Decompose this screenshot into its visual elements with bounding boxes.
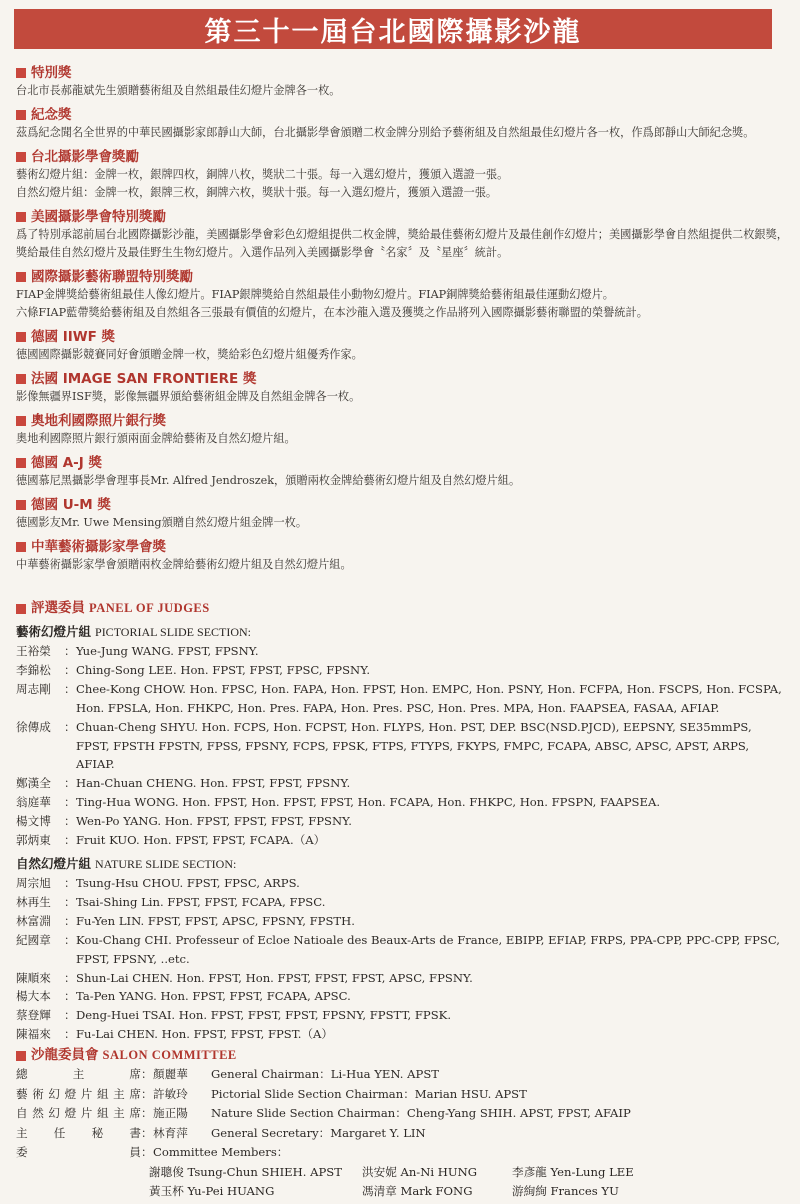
- award-heading-text: 台北攝影學會獎勵: [31, 149, 139, 165]
- judge-row: [16, 874, 788, 893]
- bullet-square-icon: [16, 152, 26, 162]
- role-char: 總: [16, 1067, 28, 1082]
- award-block: [16, 208, 788, 262]
- judges-heading: 評選委員 PANEL OF JUDGES: [16, 599, 788, 618]
- bullet-square-icon: [16, 1051, 26, 1061]
- bullet-square-icon: [16, 604, 26, 614]
- judge-credentials: Kou-Chang CHI. Professeur of Ecloe Natioale des Beaux-Arts de France, EBIPP, EFIAP, FRPS, PPA-CPP, PPC-CPP, FPSC, FPST, FPSNY, ..etc.: [76, 932, 780, 966]
- colon-separator: ：: [64, 970, 76, 985]
- committee-heading: 沙龍委員會 SALON COMMITTEE: [16, 1046, 788, 1065]
- role-char: 燈: [64, 1086, 77, 1101]
- colon-separator: ：: [141, 1125, 153, 1140]
- colon-separator: ：: [64, 662, 76, 677]
- colon-separator: ：: [64, 814, 76, 829]
- award-text: 奧地利國際照片銀行頒兩面金牌給藝術及自然幻燈片組。: [16, 432, 296, 445]
- bullet-square-icon: [16, 374, 26, 384]
- award-block: [16, 454, 788, 490]
- judge-credentials: Ting-Hua WONG. Hon. FPST, Hon. FPST, FPST, Hon. FCAPA, Hon. FHKPC, Hon. FPSPN, FAAPSEA.: [76, 795, 661, 810]
- judge-name-zh: 周宗旭: [16, 875, 51, 890]
- committee-member: 游絢絢 Frances YU: [512, 1183, 619, 1198]
- committee-title-en: Nature Slide Section Chairman：Cheng-Yang SHIH. APST, FPST, AFAIP: [211, 1106, 631, 1121]
- award-block: [16, 370, 788, 406]
- awards-section: [16, 64, 788, 580]
- colon-separator: ：: [64, 875, 76, 890]
- judge-credentials: Tsung-Hsu CHOU. FPST, FPSC, ARPS.: [76, 875, 300, 890]
- committee-member: 李彥龍 Yen-Lung LEE: [512, 1164, 634, 1179]
- committee-member: 黃玉杯 Yu-Pei HUANG: [149, 1183, 275, 1198]
- role-char: 員: [129, 1145, 141, 1160]
- committee-role: [16, 1104, 141, 1124]
- award-heading-text: 德國 U-M 獎: [31, 497, 111, 513]
- award-heading: [16, 208, 788, 226]
- judge-name-zh: 翁庭華: [16, 795, 51, 810]
- colon-separator: ：: [64, 989, 76, 1004]
- award-block: [16, 106, 788, 142]
- judge-name-zh: 徐傳成: [16, 719, 51, 734]
- judge-row: [16, 931, 788, 969]
- colon-separator: ：: [64, 719, 76, 734]
- judge-row: [16, 1006, 788, 1025]
- role-char: 主: [113, 1106, 125, 1121]
- award-text: FIAP金牌獎給藝術組最佳人像幻燈片。FIAP銀牌獎給自然組最佳小動物幻燈片。FIAP銅牌獎給藝術組最佳運動幻燈片。: [16, 288, 614, 301]
- role-char: 燈: [64, 1106, 77, 1121]
- judge-credentials: Chee-Kong CHOW. Hon. FPSC, Hon. FAPA, Hon. FPST, Hon. EMPC, Hon. PSNY, Hon. FCFPA, Hon. FSCPS, Hon. FCSPA, Hon. FPSLA, Hon. FHKPC, Hon. Pres. FAPA, Hon. Pres. PSC, Hon. Pres. MPA, Hon. FAAPSEA, FASAA, AFIAP.: [76, 681, 782, 715]
- award-block: [16, 412, 788, 448]
- bullet-square-icon: [16, 542, 26, 552]
- role-char: 藝: [16, 1086, 28, 1101]
- award-heading-text: 德國 A-J 獎: [31, 455, 102, 471]
- judge-name-zh: 王裕榮: [16, 644, 51, 658]
- role-char: 書: [129, 1125, 141, 1140]
- judge-row: [16, 969, 788, 988]
- award-heading-text: 中華藝術攝影家學會獎: [31, 539, 166, 555]
- colon-separator: ：: [64, 776, 76, 791]
- judge-name-zh: 陳順來: [16, 970, 51, 985]
- award-text: 茲爲紀念聞名全世界的中華民國攝影家郎靜山大師，台北攝影學會頒贈二枚金牌分別給予藝術組及自然組最佳幻燈片各一枚，作爲郎靜山大師紀念獎。: [16, 126, 755, 139]
- committee-name-zh: 許敏玲: [153, 1086, 188, 1101]
- award-block: [16, 496, 788, 532]
- role-char: 幻: [48, 1106, 60, 1121]
- judge-credentials: Shun-Lai CHEN. Hon. FPST, Hon. FPST, FPST, FPST, APSC, FPSNY.: [76, 970, 473, 985]
- committee-name-zh: 施正陽: [153, 1106, 188, 1121]
- award-heading: [16, 538, 788, 556]
- award-heading: [16, 148, 788, 166]
- award-heading: [16, 412, 788, 430]
- award-block: [16, 328, 788, 364]
- role-char: 秘: [91, 1125, 104, 1140]
- judge-credentials: Ching-Song LEE. Hon. FPST, FPST, FPSC, FPSNY.: [76, 662, 371, 677]
- committee-row: [16, 1065, 788, 1085]
- salon-title: 第三十一屆台北國際攝影沙龍: [204, 16, 582, 48]
- committee-title-en: General Chairman：Li-Hua YEN. APST: [211, 1067, 440, 1082]
- judge-credentials: Wen-Po YANG. Hon. FPST, FPST, FPST, FPSNY.: [76, 814, 352, 829]
- colon-separator: ：: [64, 833, 76, 848]
- committee-row: [16, 1104, 788, 1124]
- committee-role: [16, 1085, 141, 1105]
- role-char: 片: [80, 1086, 93, 1101]
- judge-credentials: Fu-Lai CHEN. Hon. FPST, FPST, FPST.（A）: [76, 1027, 334, 1042]
- judge-row: [16, 774, 788, 793]
- judge-credentials: Fruit KUO. Hon. FPST, FPST, FCAPA.（A）: [76, 833, 326, 848]
- committee-title-en: Pictorial Slide Section Chairman：Marian HSU. APST: [211, 1086, 527, 1101]
- award-heading-text: 法國 IMAGE SAN FRONTIERE 獎: [31, 371, 257, 387]
- award-text: 德國影友Mr. Uwe Mensing頒贈自然幻燈片組金牌一枚。: [16, 516, 308, 529]
- award-block: [16, 64, 788, 100]
- role-char: 主: [113, 1086, 125, 1101]
- role-char: 自: [16, 1106, 28, 1121]
- judge-credentials: Tsai-Shing Lin. FPST, FPST, FCAPA, FPSC.: [76, 894, 326, 909]
- role-char: 席: [129, 1086, 141, 1101]
- award-heading: [16, 64, 788, 82]
- role-char: 組: [96, 1106, 109, 1121]
- committee-name-zh: 顏麗華: [153, 1067, 188, 1082]
- colon-separator: ：: [64, 1027, 76, 1042]
- judge-credentials: Fu-Yen LIN. FPST, FPST, APSC, FPSNY, FPSTH.: [76, 913, 355, 928]
- award-heading: [16, 370, 788, 388]
- committee-role: [16, 1065, 141, 1085]
- bullet-square-icon: [16, 110, 26, 120]
- judge-name-zh: 楊大本: [16, 989, 51, 1004]
- role-char: 術: [32, 1086, 44, 1101]
- colon-separator: ：: [141, 1067, 153, 1082]
- colon-separator: ：: [64, 795, 76, 810]
- award-heading: [16, 106, 788, 124]
- award-text: 中華藝術攝影家學會頒贈兩枚金牌給藝術幻燈片組及自然幻燈片組。: [16, 558, 352, 571]
- judge-row: [16, 1025, 788, 1044]
- judge-row: [16, 793, 788, 812]
- role-char: 委: [16, 1145, 28, 1160]
- judge-name-zh: 李錦松: [16, 662, 51, 677]
- judge-credentials: Deng-Huei TSAI. Hon. FPST, FPST, FPST, FPSNY, FPSTT, FPSK.: [76, 1008, 452, 1023]
- bullet-square-icon: [16, 458, 26, 468]
- committee-row: [16, 1085, 788, 1105]
- award-heading-text: 紀念獎: [31, 107, 72, 123]
- bullet-square-icon: [16, 272, 26, 282]
- committee-title-en: Committee Members：: [153, 1145, 289, 1160]
- award-text: 藝術幻燈片組：金牌一枚，銀牌四枚，銅牌八枚，獎狀二十張。每一入選幻燈片，獲頒入選證一張。: [16, 168, 509, 181]
- nature-section-title: 自然幻燈片組 NATURE SLIDE SECTION:: [16, 855, 237, 871]
- award-heading-text: 奧地利國際照片銀行獎: [31, 413, 166, 429]
- judge-row: [16, 718, 788, 775]
- committee-member: 馮清章 Mark FONG: [362, 1183, 473, 1198]
- bullet-square-icon: [16, 212, 26, 222]
- judge-name-zh: 紀國章: [16, 932, 51, 947]
- role-char: 席: [129, 1106, 141, 1121]
- judge-row: [16, 831, 788, 850]
- award-heading: [16, 454, 788, 472]
- judge-credentials: Yue-Jung WANG. FPST, FPSNY.: [76, 644, 259, 658]
- judge-name-zh: 鄭漢全: [16, 776, 51, 791]
- award-text: 德國國際攝影競賽同好會頒贈金牌一枚，獎給彩色幻燈片組優秀作家。: [16, 348, 363, 361]
- colon-separator: ：: [64, 894, 76, 909]
- judge-name-zh: 林再生: [16, 894, 51, 909]
- committee-member: 洪安妮 An-Ni HUNG: [362, 1164, 478, 1179]
- pictorial-judges-list: [16, 642, 788, 850]
- colon-separator: ：: [64, 913, 76, 928]
- colon-separator: ：: [141, 1106, 153, 1121]
- role-char: 任: [53, 1125, 66, 1140]
- committee-role: [16, 1124, 141, 1144]
- judge-credentials: Chuan-Cheng SHYU. Hon. FCPS, Hon. FCPST, Hon. FLYPS, Hon. PST, DEP. BSC(NSD.PJCD), EEPSNY, SE35mmPS, FPST, FPSTH FPSTN, FPSS, FPSNY, FCPS, FPSK, FTPS, FTYPS, FKYPS, FMPC, FCAPA, ABSC, APSC, APST, ARPS, AFIAP.: [76, 719, 752, 772]
- committee-row: [16, 1143, 788, 1163]
- role-char: 幻: [48, 1086, 60, 1101]
- colon-separator: ：: [64, 932, 76, 947]
- award-heading: [16, 268, 788, 286]
- judge-row: [16, 680, 788, 718]
- role-char: 主: [16, 1125, 28, 1140]
- award-heading-text: 德國 IIWF 獎: [31, 329, 116, 345]
- judge-name-zh: 郭炳東: [16, 833, 51, 848]
- colon-separator: ：: [64, 1008, 76, 1023]
- judge-name-zh: 周志剛: [16, 681, 51, 696]
- nature-judges-list: [16, 874, 788, 1044]
- role-char: 片: [80, 1106, 93, 1121]
- award-block: [16, 538, 788, 574]
- award-heading-text: 美國攝影學會特別獎勵: [31, 209, 166, 225]
- award-heading: [16, 496, 788, 514]
- judge-row: [16, 812, 788, 831]
- award-block: [16, 268, 788, 322]
- role-char: 然: [32, 1106, 44, 1121]
- colon-separator: ：: [141, 1086, 153, 1101]
- committee-title-en: General Secretary：Margaret Y. LIN: [211, 1125, 426, 1140]
- award-block: [16, 148, 788, 202]
- award-text: 爲了特別承認前屆台北國際攝影沙龍，美國攝影學會彩色幻燈組提供二枚金牌，獎給最佳藝術幻燈片及最佳創作幻燈片；美國攝影學會自然組提供二枚銀獎，獎給最佳自然幻燈片及最佳野生生物幻燈片。入選作品列入美國攝影學會〝名家〞及〝星座〞統計。: [16, 228, 788, 259]
- bullet-square-icon: [16, 332, 26, 342]
- judge-row: [16, 893, 788, 912]
- role-char: 席: [129, 1067, 141, 1082]
- colon-separator: ：: [64, 644, 76, 658]
- bullet-square-icon: [16, 416, 26, 426]
- judge-name-zh: 林富淵: [16, 913, 51, 928]
- colon-separator: ：: [64, 681, 76, 696]
- judge-name-zh: 陳福來: [16, 1027, 51, 1042]
- committee-row: [16, 1124, 788, 1144]
- committee-members: [16, 1163, 789, 1201]
- judge-row: [16, 642, 788, 661]
- judge-row: [16, 987, 788, 1006]
- judge-name-zh: 楊文博: [16, 814, 51, 829]
- pictorial-section-title: 藝術幻燈片組 PICTORIAL SLIDE SECTION:: [16, 624, 252, 639]
- salon-title-banner: [14, 9, 772, 49]
- award-heading-text: 國際攝影藝術聯盟特別獎勵: [31, 269, 193, 285]
- judge-credentials: Han-Chuan CHENG. Hon. FPST, FPST, FPSNY.: [76, 776, 351, 791]
- judge-credentials: Ta-Pen YANG. Hon. FPST, FPST, FCAPA, APSC.: [76, 989, 351, 1004]
- award-text: 自然幻燈片組：金牌一枚，銀牌三枚，銅牌六枚，獎狀十張。每一入選幻燈片，獲頒入選證一張。: [16, 186, 498, 199]
- award-text: 台北市長郝龍斌先生頒贈藝術組及自然組最佳幻燈片金牌各一枚。: [16, 84, 341, 97]
- committee-member: 謝聰俊 Tsung-Chun SHIEH. APST: [149, 1164, 342, 1179]
- judges-section: [16, 599, 788, 1201]
- bullet-square-icon: [16, 500, 26, 510]
- judge-name-zh: 蔡登輝: [16, 1008, 51, 1023]
- role-char: 組: [96, 1086, 109, 1101]
- award-text: 影像無疆界ISF獎，影像無疆界頒給藝術組金牌及自然組金牌各一枚。: [16, 390, 361, 403]
- role-char: 主: [72, 1067, 85, 1082]
- award-text: 德國慕尼黑攝影學會理事長Mr. Alfred Jendroszek，頒贈兩枚金牌給藝術幻燈片組及自然幻燈片組。: [16, 474, 521, 487]
- committee-role: [16, 1143, 141, 1163]
- award-text: 六條FIAP藍帶獎給藝術組及自然組各三張最有價值的幻燈片，在本沙龍入選及獲獎之作品將列入國際攝影藝術聯盟的榮譽統計。: [16, 306, 648, 319]
- judge-row: [16, 912, 788, 931]
- committee-list: [16, 1065, 788, 1163]
- award-heading-text: 特別獎: [31, 65, 72, 81]
- colon-separator: ：: [141, 1145, 153, 1160]
- award-heading: [16, 328, 788, 346]
- judge-row: [16, 661, 788, 680]
- bullet-square-icon: [16, 68, 26, 78]
- committee-name-zh: 林育萍: [153, 1125, 188, 1140]
